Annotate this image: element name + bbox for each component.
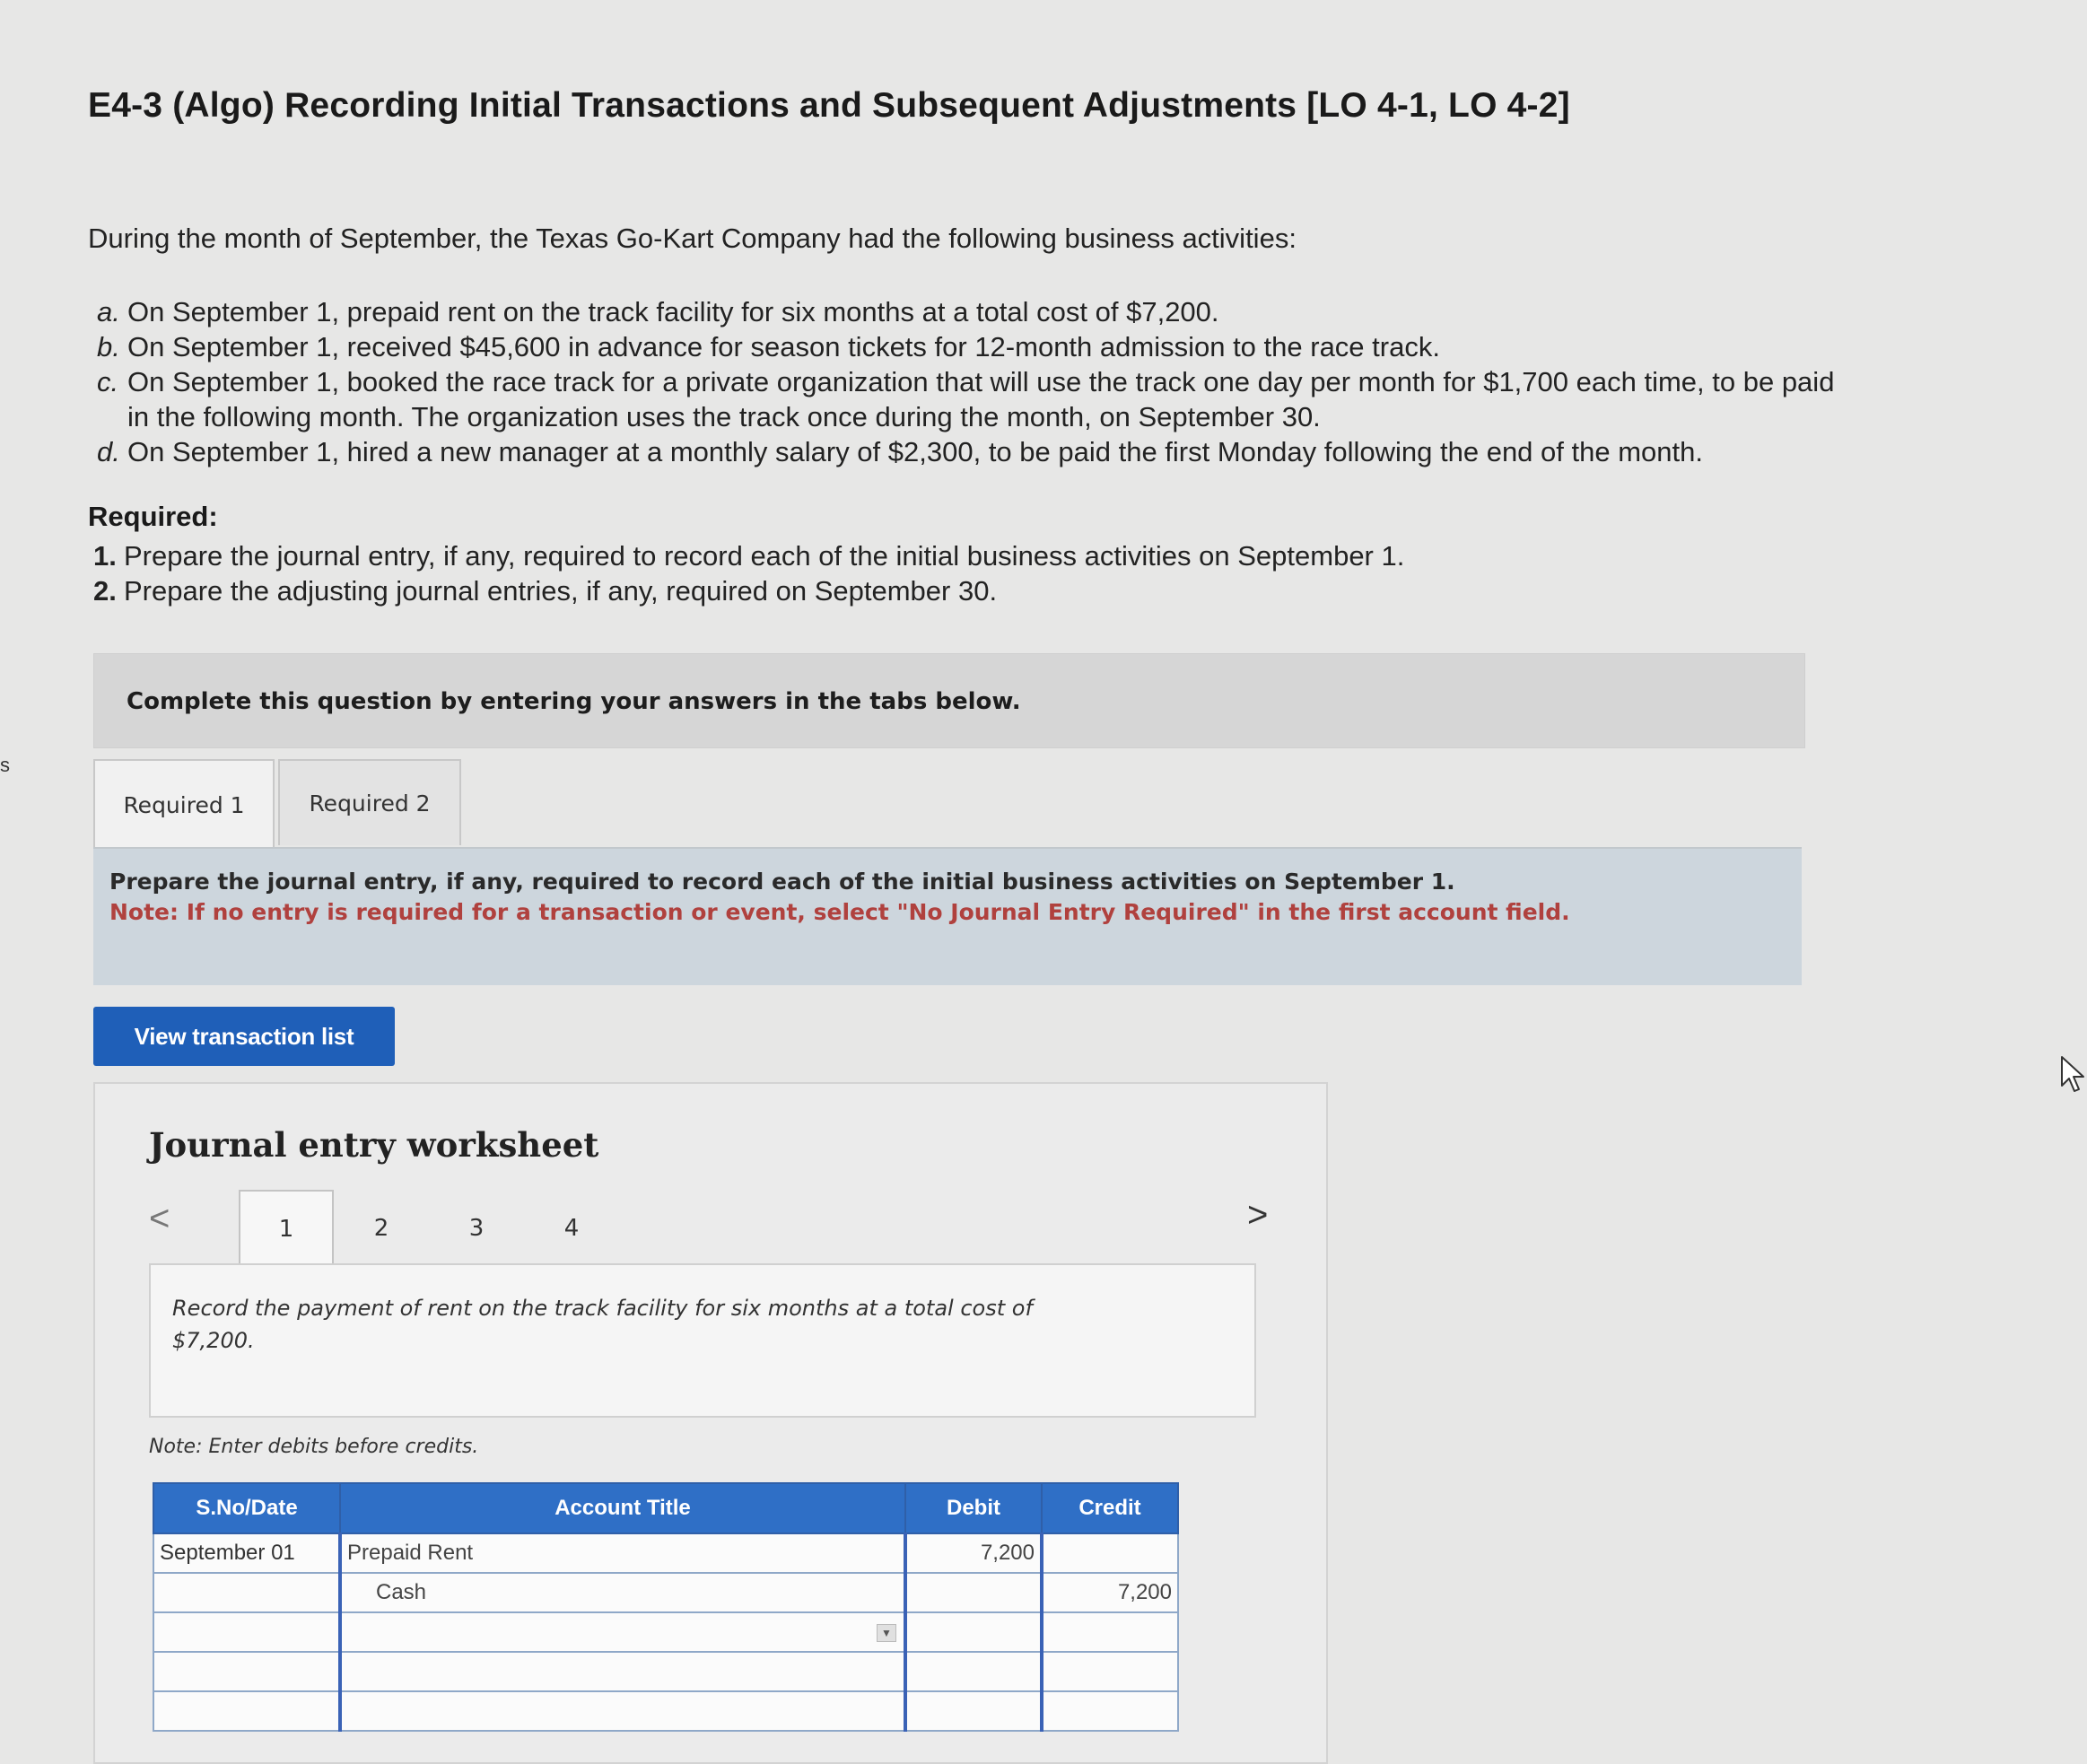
journal-header-row	[153, 1483, 1178, 1533]
instruction-note: Note: If no entry is required for a transaction or event, select "No Journal Entry Required" in the first account field.	[109, 899, 1570, 925]
activity-letter: d.	[97, 436, 120, 467]
debit-cell[interactable]	[905, 1691, 1042, 1731]
required-tabs	[93, 759, 461, 849]
activity-text: On September 1, received $45,600 in advance for season tickets for 12-month admission to the race track.	[127, 331, 1440, 362]
date-cell[interactable]	[153, 1691, 340, 1731]
worksheet-tabs	[239, 1190, 619, 1267]
activity-item	[97, 364, 1847, 434]
required-item	[93, 573, 1404, 608]
instruction-box	[93, 847, 1802, 985]
table-row	[153, 1533, 1178, 1573]
credit-cell[interactable]	[1042, 1533, 1178, 1573]
intro-text: During the month of September, the Texas Go-Kart Company had the following business activities:	[88, 223, 1297, 254]
credit-cell[interactable]: 7,200	[1042, 1573, 1178, 1612]
debit-cell[interactable]	[905, 1573, 1042, 1612]
required-number: 2.	[93, 575, 117, 607]
credit-cell[interactable]	[1042, 1691, 1178, 1731]
activity-item	[97, 294, 1847, 329]
header-account-title: Account Title	[340, 1483, 905, 1533]
activity-item	[97, 329, 1847, 364]
worksheet-tab-1[interactable]: 1	[239, 1190, 334, 1267]
worksheet-tab-2[interactable]: 2	[373, 1215, 389, 1242]
required-text: Prepare the journal entry, if any, required to record each of the initial business activities on September 1.	[124, 540, 1405, 572]
header-date: S.No/Date	[153, 1483, 340, 1533]
table-row	[153, 1612, 1178, 1652]
worksheet-tab-3[interactable]: 3	[468, 1215, 485, 1242]
complete-question-banner	[93, 653, 1805, 748]
date-cell[interactable]	[153, 1612, 340, 1652]
activities-list	[97, 294, 1847, 469]
table-row	[153, 1573, 1178, 1612]
account-title-cell[interactable]	[340, 1691, 905, 1731]
chevron-right-icon[interactable]: >	[1247, 1195, 1269, 1235]
edge-mark: s	[0, 754, 10, 776]
required-list	[93, 538, 1404, 608]
credit-cell[interactable]	[1042, 1652, 1178, 1691]
activity-letter: b.	[97, 331, 120, 362]
header-debit: Debit	[905, 1483, 1042, 1533]
activity-text: On September 1, hired a new manager at a monthly salary of $2,300, to be paid the first Monday following the end of the month.	[127, 436, 1703, 467]
journal-entry-worksheet	[93, 1082, 1328, 1764]
mouse-pointer-icon	[2058, 1055, 2087, 1095]
worksheet-title: Journal entry worksheet	[149, 1125, 599, 1165]
complete-question-text: Complete this question by entering your answers in the tabs below.	[127, 688, 1021, 715]
account-title-cell[interactable]: Cash	[340, 1573, 905, 1612]
credit-cell[interactable]	[1042, 1612, 1178, 1652]
activity-text: On September 1, prepaid rent on the track facility for six months at a total cost of $7,200.	[127, 296, 1219, 327]
tab-required-2[interactable]: Required 2	[278, 759, 461, 845]
debits-before-credits-note: Note: Enter debits before credits.	[149, 1436, 479, 1458]
worksheet-tab-4[interactable]: 4	[563, 1215, 580, 1242]
header-credit: Credit	[1042, 1483, 1178, 1533]
table-row	[153, 1652, 1178, 1691]
activity-text: On September 1, booked the race track for a private organization that will use the track one day per month for $1,700 each time, to be paid in the following month. The organization uses the track once during the month, on September 30.	[127, 366, 1835, 432]
chevron-left-icon[interactable]: <	[149, 1199, 170, 1238]
record-instruction-text: Record the payment of rent on the track facility for six months at a total cost of $7,200.	[172, 1296, 1033, 1353]
question-title: E4-3 (Algo) Recording Initial Transactions and Subsequent Adjustments [LO 4-1, LO 4-2]	[88, 86, 1570, 125]
required-text: Prepare the adjusting journal entries, if any, required on September 30.	[124, 575, 998, 607]
activity-letter: c.	[97, 366, 119, 397]
debit-cell[interactable]	[905, 1612, 1042, 1652]
chevron-down-icon[interactable]: ▼	[877, 1624, 896, 1642]
required-item	[93, 538, 1404, 573]
account-title-cell[interactable]: Prepaid Rent	[340, 1533, 905, 1573]
instruction-text: Prepare the journal entry, if any, required to record each of the initial business activities on September 1.	[109, 869, 1455, 895]
record-instruction-box	[149, 1263, 1256, 1418]
required-heading: Required:	[88, 501, 218, 532]
account-title-cell[interactable]	[340, 1652, 905, 1691]
activity-letter: a.	[97, 296, 120, 327]
activity-item	[97, 434, 1847, 469]
debit-cell[interactable]	[905, 1652, 1042, 1691]
date-cell[interactable]	[153, 1652, 340, 1691]
date-cell[interactable]	[153, 1573, 340, 1612]
debit-cell[interactable]: 7,200	[905, 1533, 1042, 1573]
account-title-cell[interactable]	[340, 1612, 905, 1652]
journal-table	[153, 1482, 1179, 1732]
table-row	[153, 1691, 1178, 1731]
tab-required-1[interactable]: Required 1	[93, 759, 275, 849]
date-cell[interactable]: September 01	[153, 1533, 340, 1573]
required-number: 1.	[93, 540, 117, 572]
view-transaction-list-button[interactable]: View transaction list	[93, 1007, 395, 1066]
